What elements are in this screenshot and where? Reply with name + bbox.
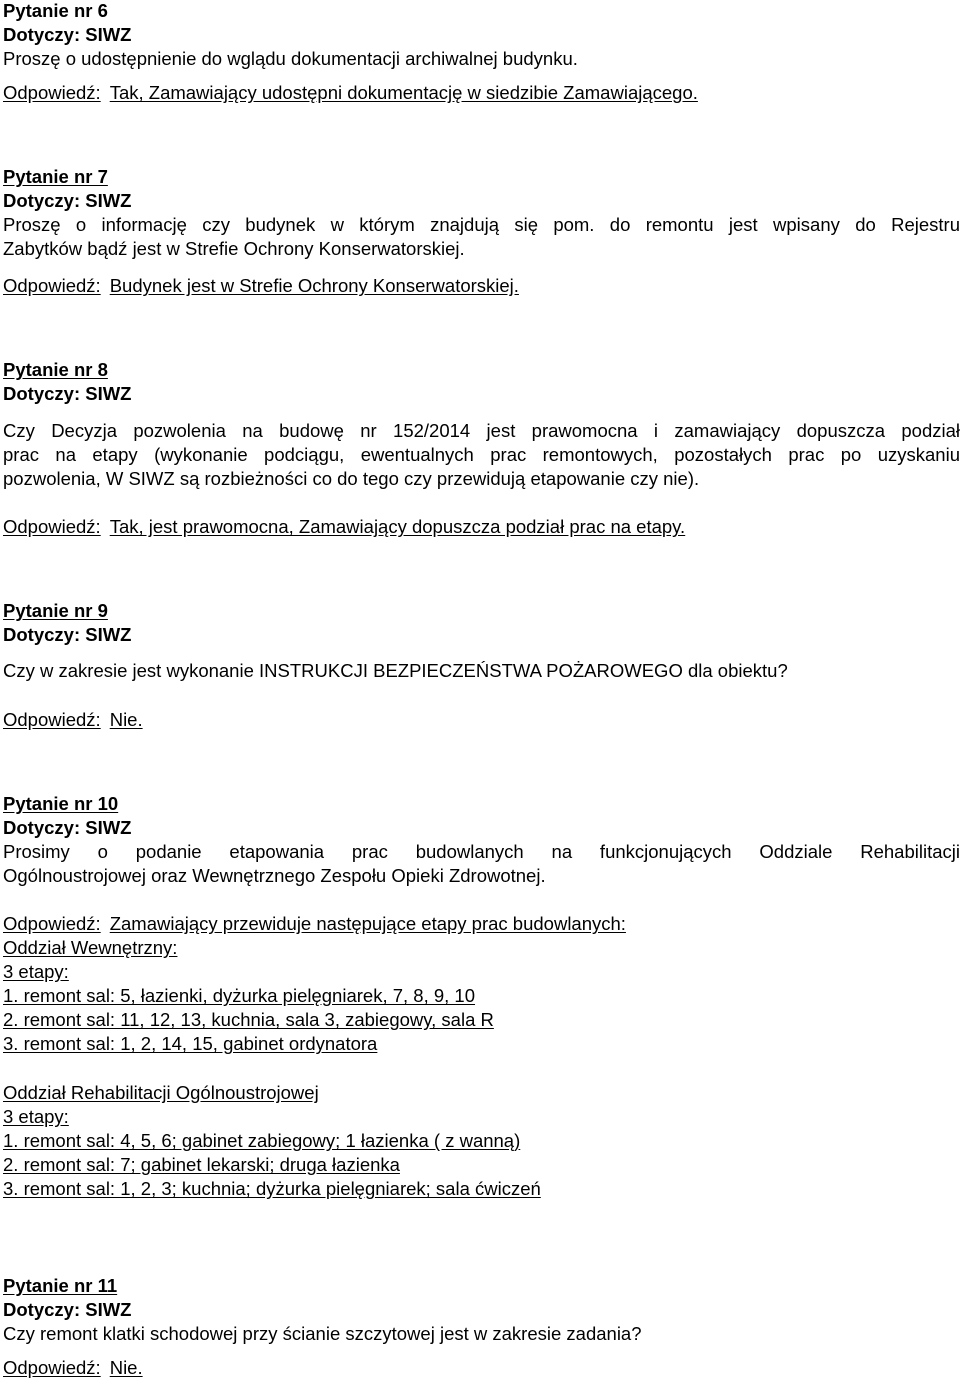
question-7-text-line-2: Zabytków bądź jest w Strefie Ochrony Konserwatorskiej.: [3, 238, 465, 259]
ward-rehab-stages-label: 3 etapy:: [3, 1106, 69, 1127]
question-10-text-line-1: Prosimy o podanie etapowania prac budowlanych na funkcjonujących Oddziale Rehabilitacji: [3, 841, 960, 862]
ward-rehab-stage-2: 2. remont sal: 7; gabinet lekarski; druga łazienka: [3, 1154, 400, 1175]
ward-internal-stage-1: 1. remont sal: 5, łazienki, dyżurka pielęgniarek, 7, 8, 9, 10: [3, 985, 476, 1006]
question-8-title: Pytanie nr 8: [3, 359, 108, 380]
question-11-ref: Dotyczy: SIWZ: [3, 1299, 132, 1320]
question-10-ref: Dotyczy: SIWZ: [3, 817, 132, 838]
question-9-title: Pytanie nr 9: [3, 600, 108, 621]
answer-6: [3, 82, 698, 104]
answer-11-text: Nie.: [109, 1357, 143, 1378]
question-9-ref: Dotyczy: SIWZ: [3, 624, 132, 645]
answer-9-text: Nie.: [109, 709, 143, 730]
ward-internal-stages-label: 3 etapy:: [3, 961, 69, 982]
question-7-text-line-1: Proszę o informację czy budynek w którym znajdują się pom. do remontu jest wpisany do Rejestru: [3, 214, 960, 235]
question-7-ref: Dotyczy: SIWZ: [3, 190, 132, 211]
answer-7-text: Budynek jest w Strefie Ochrony Konserwatorskiej.: [109, 275, 519, 296]
ward-internal-stage-3: 3. remont sal: 1, 2, 14, 15, gabinet ordynatora: [3, 1033, 378, 1054]
question-8-text-line-1: Czy Decyzja pozwolenia na budowę nr 152/2014 jest prawomocna i zamawiający dopuszcza podział: [3, 420, 960, 441]
answer-7-label: Odpowiedź:: [3, 275, 101, 296]
answer-11-label: Odpowiedź:: [3, 1357, 101, 1378]
answer-6-label: Odpowiedź:: [3, 82, 101, 103]
answer-10-label: Odpowiedź:: [3, 913, 101, 934]
question-8-ref: Dotyczy: SIWZ: [3, 383, 132, 404]
question-10-title: Pytanie nr 10: [3, 793, 119, 814]
answer-9-label: Odpowiedź:: [3, 709, 101, 730]
answer-11: [3, 1357, 143, 1379]
answer-10: [3, 913, 626, 935]
ward-rehab-stage-3: 3. remont sal: 1, 2, 3; kuchnia; dyżurka pielęgniarek; sala ćwiczeń: [3, 1178, 541, 1199]
answer-10-text: Zamawiający przewiduje następujące etapy prac budowlanych:: [109, 913, 626, 934]
question-9-text: Czy w zakresie jest wykonanie INSTRUKCJI BEZPIECZEŃSTWA POŻAROWEGO dla obiektu?: [3, 660, 788, 681]
answer-6-text: Tak, Zamawiający udostępni dokumentację w siedzibie Zamawiającego.: [109, 82, 698, 103]
answer-7: [3, 275, 519, 297]
question-7-title: Pytanie nr 7: [3, 166, 108, 187]
answer-8-text: Tak, jest prawomocna, Zamawiający dopuszcza podział prac na etapy.: [109, 516, 686, 537]
question-6-ref: Dotyczy: SIWZ: [3, 24, 132, 45]
answer-9: [3, 709, 143, 731]
ward-rehab-name: Oddział Rehabilitacji Ogólnoustrojowej: [3, 1082, 319, 1103]
question-6-text: Proszę o udostępnienie do wglądu dokumentacji archiwalnej budynku.: [3, 48, 578, 69]
question-6-title: Pytanie nr 6: [3, 0, 108, 21]
question-11-text: Czy remont klatki schodowej przy ścianie szczytowej jest w zakresie zadania?: [3, 1323, 642, 1344]
ward-internal-name: Oddział Wewnętrzny:: [3, 937, 178, 958]
ward-rehab-stage-1: 1. remont sal: 4, 5, 6; gabinet zabiegowy; 1 łazienka ( z wanną): [3, 1130, 521, 1151]
question-8-text-line-3: pozwolenia, W SIWZ są rozbieżności co do tego czy przewidują etapowanie czy nie).: [3, 468, 700, 489]
answer-8-label: Odpowiedź:: [3, 516, 101, 537]
ward-internal-stage-2: 2. remont sal: 11, 12, 13, kuchnia, sala 3, zabiegowy, sala R: [3, 1009, 494, 1030]
answer-8: [3, 516, 685, 538]
question-11-title: Pytanie nr 11: [3, 1275, 118, 1296]
question-10-text-line-2: Ogólnoustrojowej oraz Wewnętrznego Zespołu Opieki Zdrowotnej.: [3, 865, 546, 886]
question-8-text-line-2: prac na etapy (wykonanie podciągu, ewentualnych prac remontowych, pozostałych prac po uzyskaniu: [3, 444, 960, 465]
